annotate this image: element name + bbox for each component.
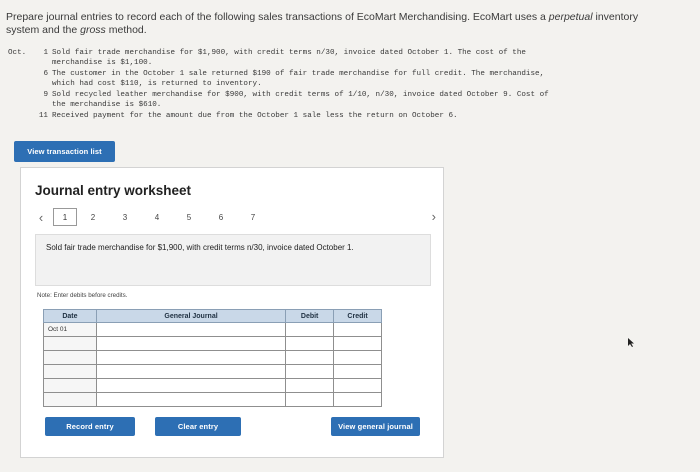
date-cell[interactable] (44, 337, 97, 351)
transaction-text: Sold fair trade merchandise for $1,900, with credit terms n/30, invoice dated October 1. The cost of the (52, 49, 526, 57)
worksheet-pager (33, 208, 436, 226)
table-row (44, 393, 382, 407)
transaction-item (36, 111, 656, 121)
date-cell[interactable]: Oct 01 (44, 323, 97, 337)
page-1-tab[interactable]: 1 (53, 208, 77, 226)
account-cell[interactable] (96, 393, 285, 407)
table-row (44, 379, 382, 393)
debit-cell[interactable] (286, 365, 334, 379)
instructions (6, 11, 666, 37)
table-row (44, 365, 382, 379)
record-entry-button[interactable]: Record entry (45, 417, 135, 436)
date-cell[interactable] (44, 365, 97, 379)
page-5-tab[interactable]: 5 (186, 212, 192, 222)
intro-text-2: inventory system and the (6, 11, 639, 36)
transaction-text: Received payment for the amount due from the October 1 sale less the return on October 6. (52, 112, 458, 120)
debit-cell[interactable] (286, 351, 334, 365)
account-cell[interactable] (96, 337, 285, 351)
entry-note: Note: Enter debits before credits. (37, 292, 128, 299)
view-transaction-list-button[interactable]: View transaction list (14, 141, 115, 162)
intro-emphasis-gross: gross (80, 24, 106, 36)
intro-text-3: method. (105, 24, 147, 36)
chevron-left-icon[interactable]: ‹ (38, 209, 44, 225)
intro-emphasis-perpetual: perpetual (548, 11, 593, 23)
date-column-header: Date (44, 310, 97, 323)
clear-entry-button[interactable]: Clear entry (155, 417, 241, 436)
transaction-item (36, 90, 656, 110)
transaction-description-box (35, 234, 431, 286)
transaction-description: Sold fair trade merchandise for $1,900, with credit terms n/30, invoice dated October 1. (46, 243, 354, 252)
transaction-day: 1 (43, 49, 48, 57)
table-row (44, 351, 382, 365)
transaction-day: 6 (43, 70, 48, 78)
page-6-tab[interactable]: 6 (218, 212, 224, 222)
debit-cell[interactable] (286, 393, 334, 407)
debit-cell[interactable] (286, 337, 334, 351)
journal-header-row (44, 310, 382, 323)
page-4-tab[interactable]: 4 (154, 212, 160, 222)
page-3-tab[interactable]: 3 (122, 212, 128, 222)
transaction-text: Sold recycled leather merchandise for $900, with credit terms of 1/10, n/30, invoice dated October 9. Cost of (52, 91, 549, 99)
chevron-right-icon[interactable]: › (431, 209, 436, 224)
account-cell[interactable] (96, 365, 285, 379)
credit-cell[interactable] (334, 365, 382, 379)
transaction-day: 11 (38, 112, 48, 120)
table-row (44, 323, 382, 337)
worksheet-title: Journal entry worksheet (35, 183, 192, 198)
transaction-month: Oct. (8, 49, 27, 57)
debit-cell[interactable] (286, 379, 334, 393)
account-cell[interactable] (96, 351, 285, 365)
view-general-journal-button[interactable]: View general journal (331, 417, 420, 436)
transaction-day: 9 (43, 91, 48, 99)
transaction-text-continued: merchandise is $1,100. (52, 59, 153, 67)
transaction-item (36, 69, 656, 89)
transaction-text-continued: which had cost $110, is returned to inventory. (52, 80, 262, 88)
transaction-text: The customer in the October 1 sale returned $190 of fair trade merchandise for full credit. The merchandise, (52, 70, 545, 78)
account-cell[interactable] (96, 379, 285, 393)
journal-table (43, 309, 382, 407)
page-2-tab[interactable]: 2 (90, 212, 96, 222)
transaction-text-continued: the merchandise is $610. (52, 101, 162, 109)
journal-entry-worksheet (20, 167, 444, 458)
general-journal-column-header: General Journal (96, 310, 285, 323)
debit-column-header: Debit (286, 310, 334, 323)
credit-cell[interactable] (334, 393, 382, 407)
credit-column-header: Credit (334, 310, 382, 323)
intro-text-1: Prepare journal entries to record each of the following sales transactions of EcoMart Merchandising. EcoMart uses a (6, 11, 549, 23)
date-cell[interactable] (44, 351, 97, 365)
credit-cell[interactable] (334, 351, 382, 365)
credit-cell[interactable] (334, 379, 382, 393)
account-cell[interactable] (96, 323, 285, 337)
table-row (44, 337, 382, 351)
page-7-tab[interactable]: 7 (250, 212, 256, 222)
mouse-cursor-icon (628, 338, 635, 347)
transaction-item (36, 48, 656, 68)
credit-cell[interactable] (334, 337, 382, 351)
date-cell[interactable] (44, 379, 97, 393)
debit-cell[interactable] (286, 323, 334, 337)
date-cell[interactable] (44, 393, 97, 407)
credit-cell[interactable] (334, 323, 382, 337)
